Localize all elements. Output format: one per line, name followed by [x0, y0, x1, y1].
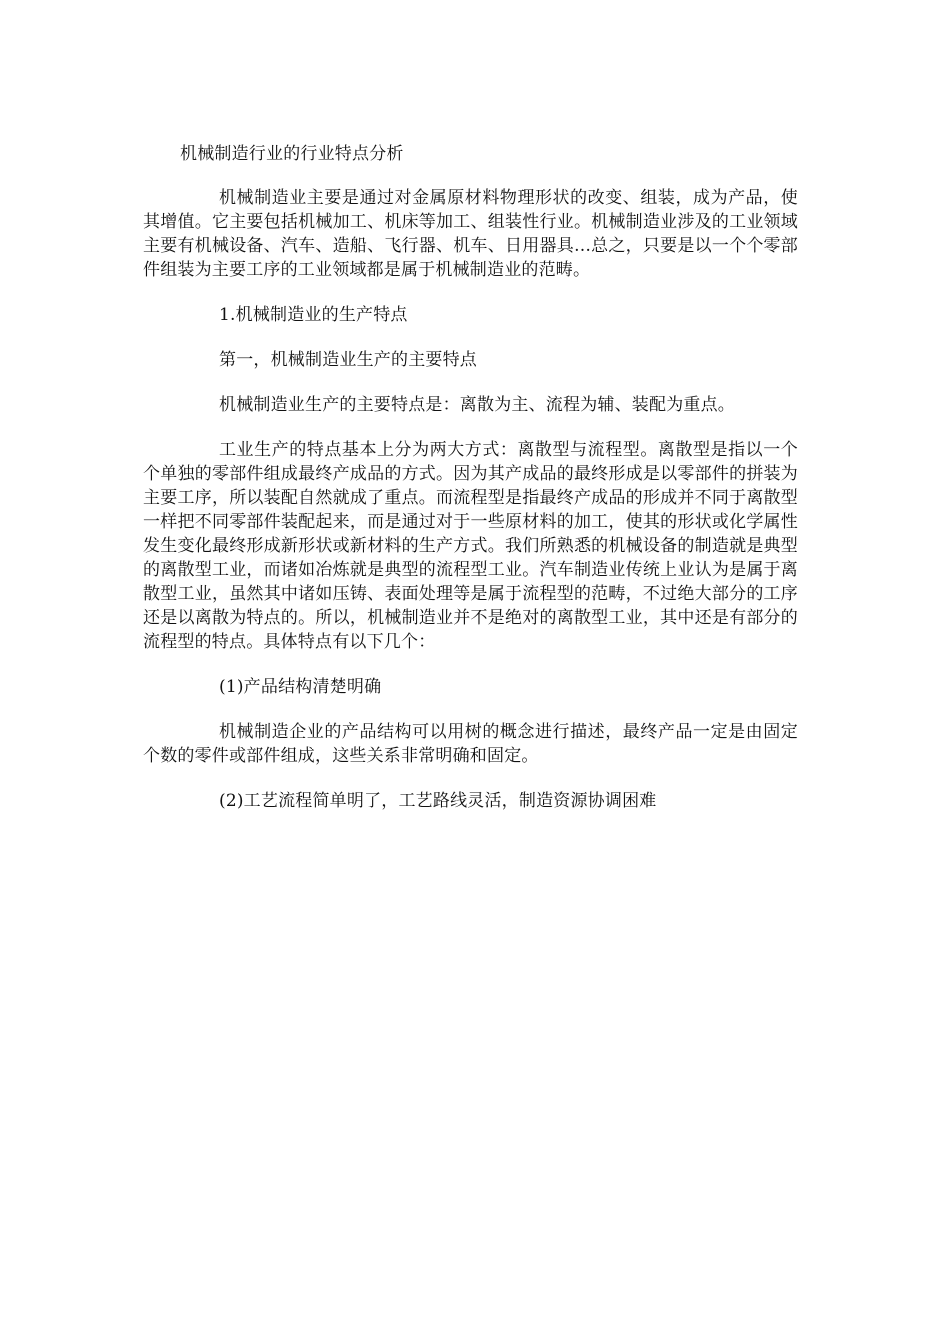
paragraph-discrete-vs-process: 工业生产的特点基本上分为两大方式：离散型与流程型。离散型是指以一个个单独的零部件组成最终产成品的方式。因为其产成品的最终形成是以零部件的拼装为主要工序，所以装配自然就成了重点。而流程型是指最终产成品的形成并不同于离散型一样把不同零部件装配起来，而是通过对于一些原材料的加工，使其的形状或化学属性发生变化最终形成新形状或新材料的生产方式。我们所熟悉的机械设备的制造就是典型的离散型工业，而诸如冶炼就是典型的流程型工业。汽车制造业传统上业认为是属于离散型工业，虽然其中诸如压铸、表面处理等是属于流程型的范畴，不过绝大部分的工序还是以离散为特点的。所以，机械制造业并不是绝对的离散型工业，其中还是有部分的流程型的特点。具体特点有以下几个： [143, 440, 798, 652]
section-heading-production-characteristics: 1.机械制造业的生产特点 [219, 305, 408, 325]
subheading-main-characteristics: 第一，机械制造业生产的主要特点 [219, 350, 477, 370]
document-body [143, 142, 798, 834]
paragraph-product-structure: 机械制造企业的产品结构可以用树的概念进行描述，最终产品一定是由固定个数的零件或部件组成，这些关系非常明确和固定。 [143, 722, 798, 766]
list-item-product-structure: (1)产品结构清楚明确 [219, 677, 382, 697]
document-title: 机械制造行业的行业特点分析 [180, 144, 404, 164]
paragraph-main-characteristics: 机械制造业生产的主要特点是：离散为主、流程为辅、装配为重点。 [219, 395, 735, 415]
paragraph-intro: 机械制造业主要是通过对金属原材料物理形状的改变、组装，成为产品，使其增值。它主要包括机械加工、机床等加工、组装性行业。机械制造业涉及的工业领域主要有机械设备、汽车、造船、飞行器、机车、日用器具…总之，只要是以一个个零部件组装为主要工序的工业领域都是属于机械制造业的范畴。 [143, 188, 798, 280]
list-item-process-flow: (2)工艺流程简单明了，工艺路线灵活，制造资源协调困难 [219, 791, 657, 811]
